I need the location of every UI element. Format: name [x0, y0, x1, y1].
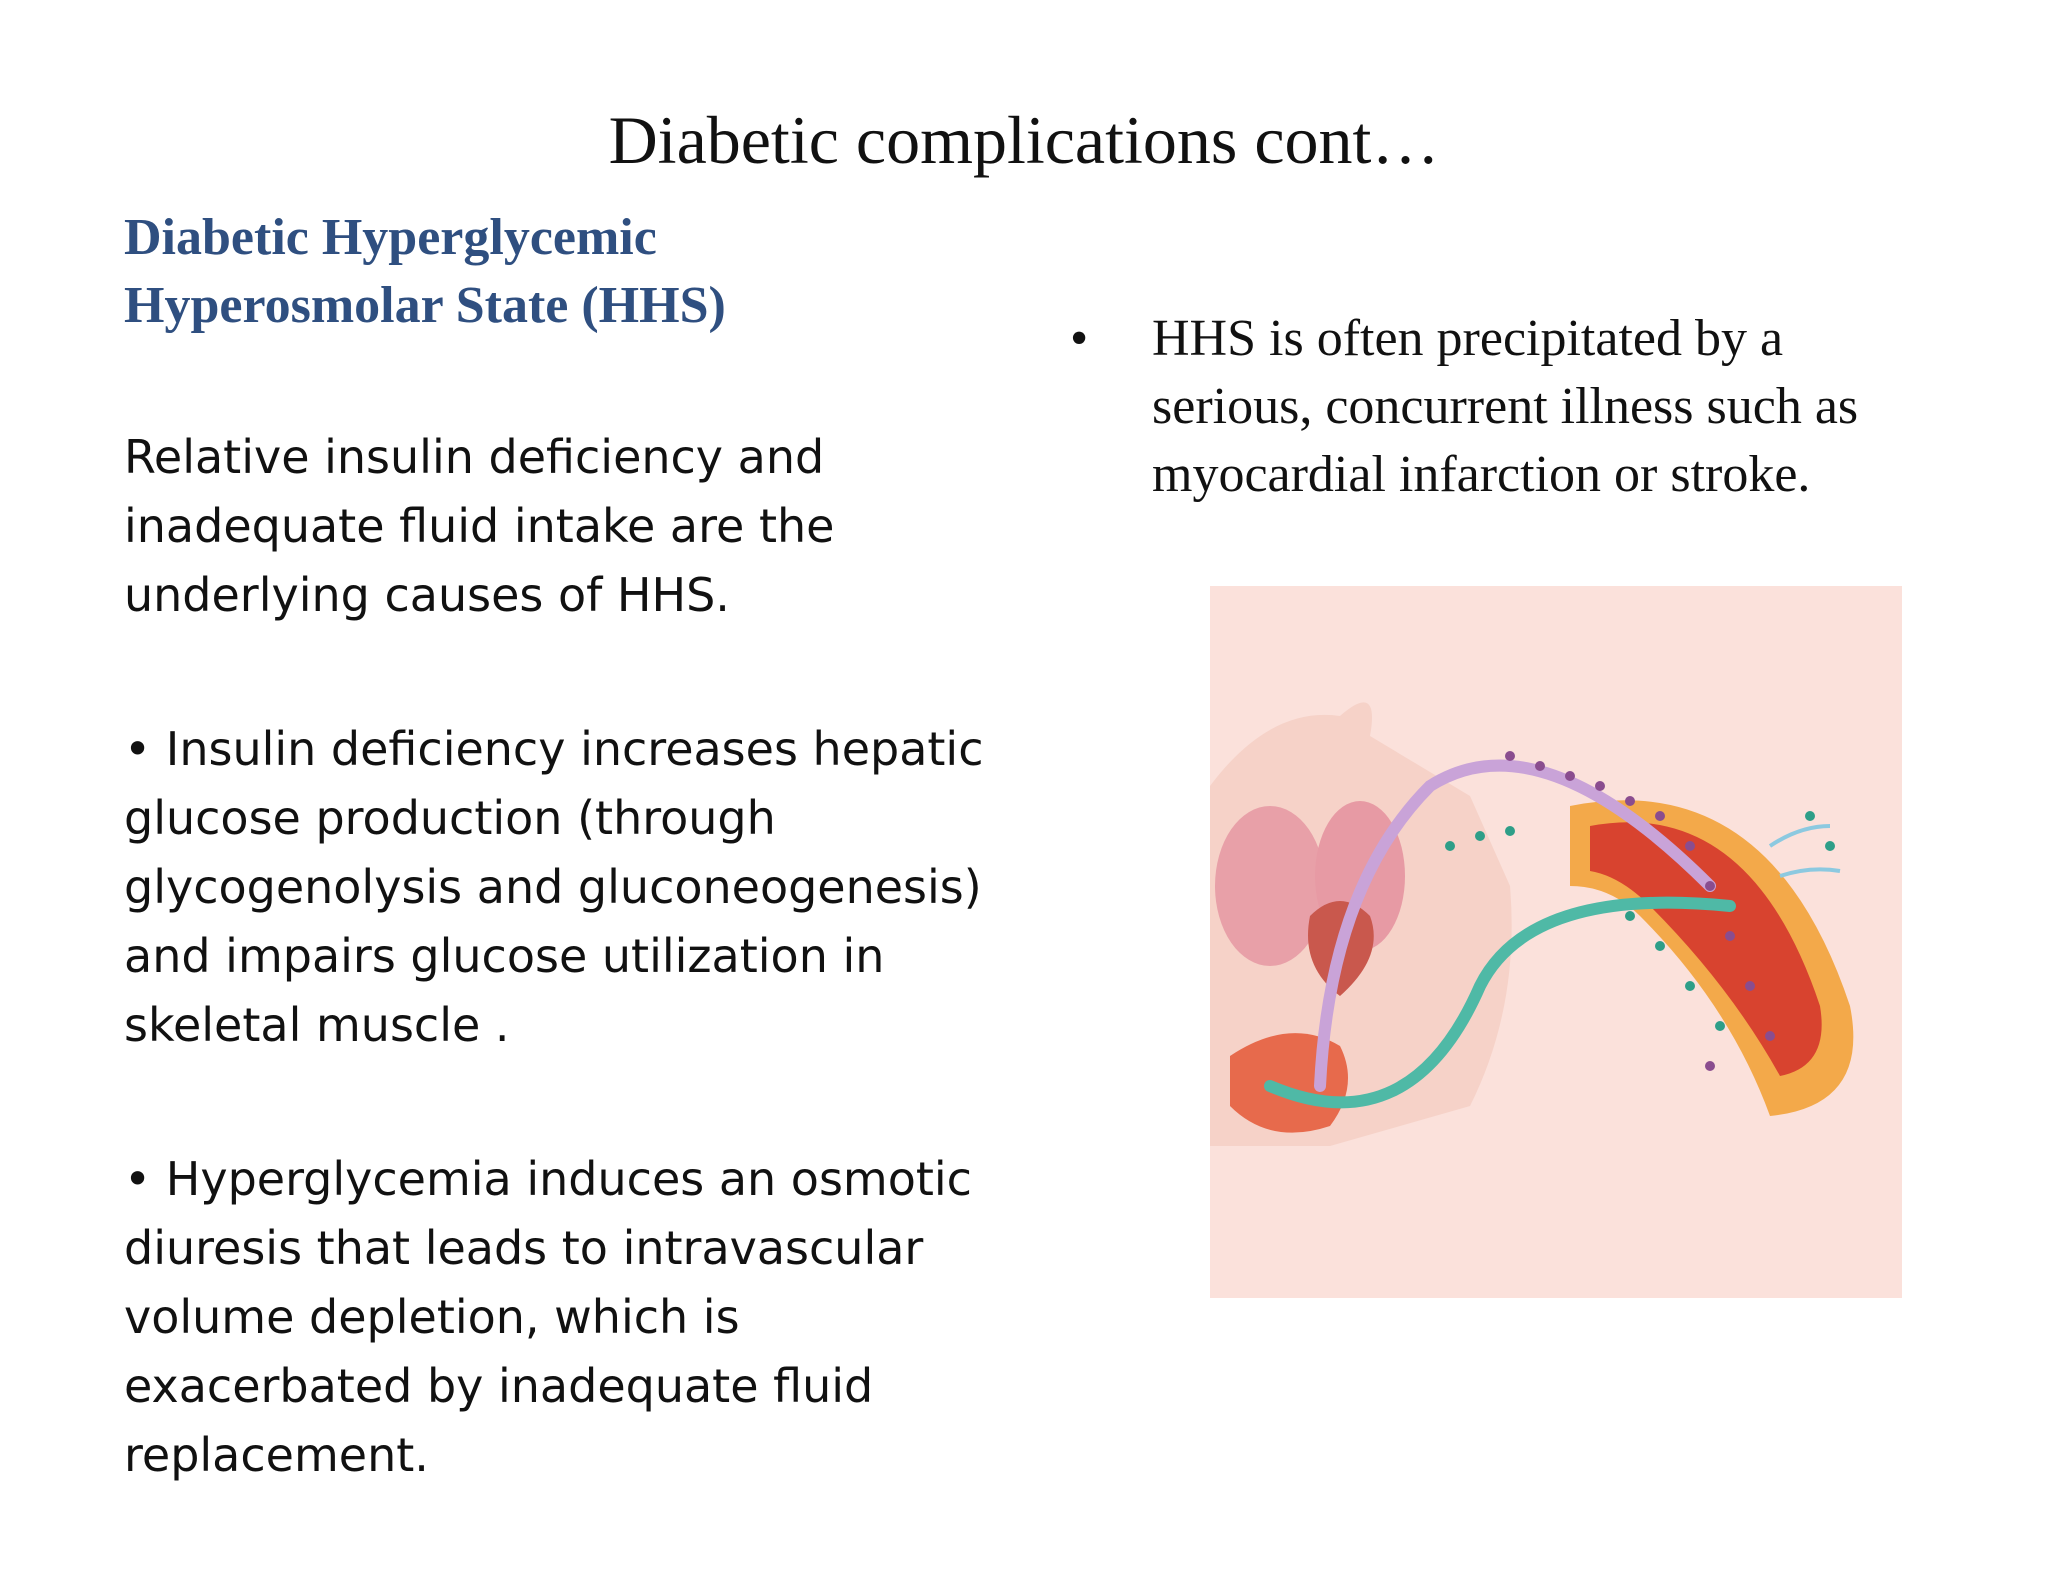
bullet-insulin-deficiency: • Insulin deficiency increases hepatic glucose production (through glycogenolysis and gluconeogenesis) and impairs glucose utilization in skeletal muscle . [124, 722, 984, 1052]
subtitle [124, 204, 1024, 340]
bullet-hyperglycemia: • Hyperglycemia induces an osmotic diuresis that leads to intravascular volume depletion, which is exacerbated by inadequate fluid replacement. [124, 1152, 972, 1482]
anatomy-illustration [1210, 586, 1902, 1298]
paragraph-causes: Relative insulin deficiency and inadequate fluid intake are the underlying causes of HHS. [124, 430, 835, 622]
right-bullet [1070, 305, 1970, 509]
left-column [124, 354, 1024, 1575]
bullet-dot: • [1070, 310, 1089, 367]
stomach [1230, 1033, 1348, 1133]
slide-title: Diabetic complications cont… [608, 102, 1440, 178]
subtitle-line-1: Diabetic Hyperglycemic [124, 209, 657, 266]
subtitle-line-2: Hyperosmolar State (HHS) [124, 277, 726, 334]
bullet-precipitating-illness: HHS is often precipitated by a serious, concurrent illness such as myocardial infarction or stroke. [1152, 310, 1859, 503]
